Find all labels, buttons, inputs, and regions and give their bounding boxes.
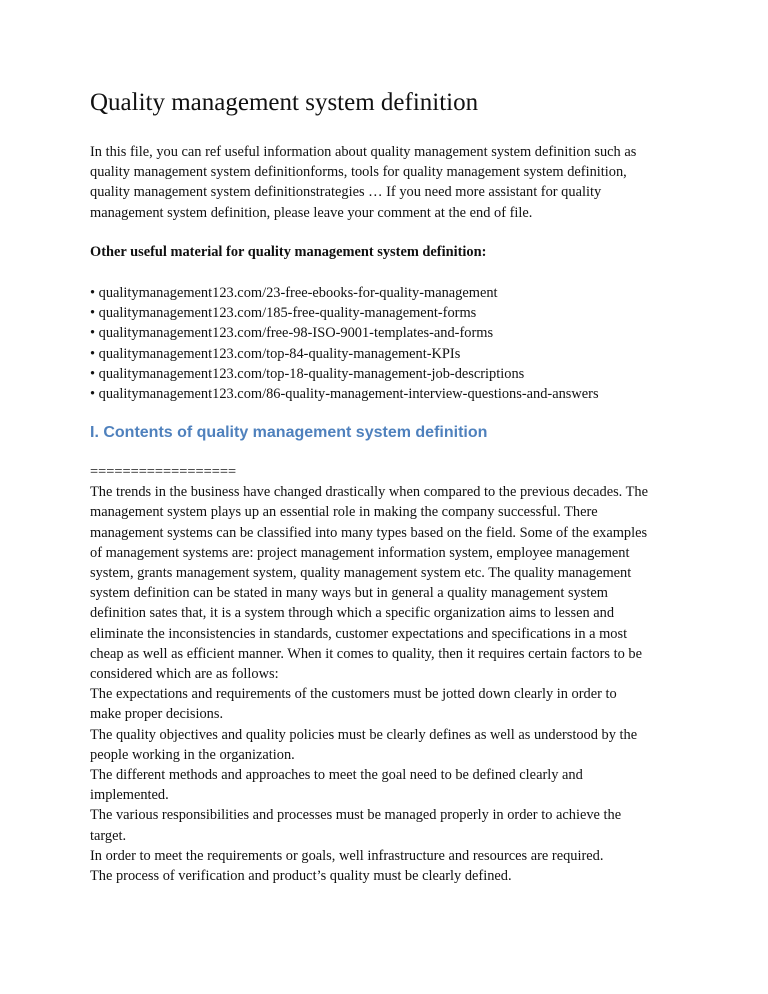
link-item[interactable]: • qualitymanagement123.com/185-free-quality-management-forms xyxy=(90,305,477,322)
text-line: The process of verification and product’s quality must be clearly defined. xyxy=(90,868,512,885)
link-item[interactable]: • qualitymanagement123.com/top-84-quality-management-KPIs xyxy=(90,345,461,362)
text-line: system definition can be stated in many ways but in general a quality management system xyxy=(90,585,608,602)
text-line: cheap as well as efficient manner. When it comes to quality, then it requires certain factors to be xyxy=(90,645,642,662)
text-line: management system plays up an essential role in making the company successful. There xyxy=(90,504,598,521)
text-line: The quality objectives and quality policies must be clearly defines as well as understood by the xyxy=(90,726,638,743)
text-line: people working in the organization. xyxy=(90,746,295,763)
link-item[interactable]: • qualitymanagement123.com/23-free-ebooks-for-quality-management xyxy=(90,285,498,301)
link-item[interactable]: • qualitymanagement123.com/free-98-ISO-9001-templates-and-forms xyxy=(90,325,494,342)
text-line: eliminate the inconsistencies in standards, customer expectations and specifications in a most xyxy=(90,625,628,642)
text-line: quality management system definitionstrategies … If you need more assistant for quality xyxy=(90,184,602,201)
text-line: The expectations and requirements of the customers must be jotted down clearly in order to xyxy=(90,686,617,703)
body-paragraph xyxy=(90,462,648,886)
text-line: management systems can be classified into many types based on the field. Some of the examples xyxy=(90,524,648,541)
text-line: The different methods and approaches to meet the goal need to be defined clearly and xyxy=(90,767,583,784)
other-material-heading: Other useful material for quality management system definition: xyxy=(90,244,487,260)
text-line: definition sates that, it is a system through which a specific organization aims to lessen and xyxy=(90,605,615,622)
text-line: quality management system definitionforms, tools for quality management system definition, xyxy=(90,164,627,181)
link-item[interactable]: • qualitymanagement123.com/top-18-quality-management-job-descriptions xyxy=(90,365,525,382)
text-line: implemented. xyxy=(90,787,169,804)
text-line: In this file, you can ref useful information about quality management system definition such as xyxy=(90,144,637,160)
document-title: Quality management system definition xyxy=(90,89,479,116)
text-line: In order to meet the requirements or goals, well infrastructure and resources are required. xyxy=(90,847,604,864)
intro-paragraph xyxy=(90,142,636,223)
link-item[interactable]: • qualitymanagement123.com/86-quality-management-interview-questions-and-answers xyxy=(90,386,599,403)
text-line: The various responsibilities and processes must be managed properly in order to achieve the xyxy=(90,807,622,824)
link-list xyxy=(90,283,599,404)
text-line: considered which are as follows: xyxy=(90,666,279,683)
text-line: of management systems are: project management information system, employee management xyxy=(90,544,630,561)
text-line: target. xyxy=(90,827,127,844)
text-line: system, grants management system, quality management system etc. The quality management xyxy=(90,565,632,582)
text-line: management system definition, please leave your comment at the end of file. xyxy=(90,204,533,221)
text-line: The trends in the business have changed drastically when compared to the previous decades. The xyxy=(90,484,648,501)
text-line: make proper decisions. xyxy=(90,706,224,723)
section-heading: I. Contents of quality management system definition xyxy=(90,424,488,441)
separator: ================== xyxy=(90,464,237,480)
